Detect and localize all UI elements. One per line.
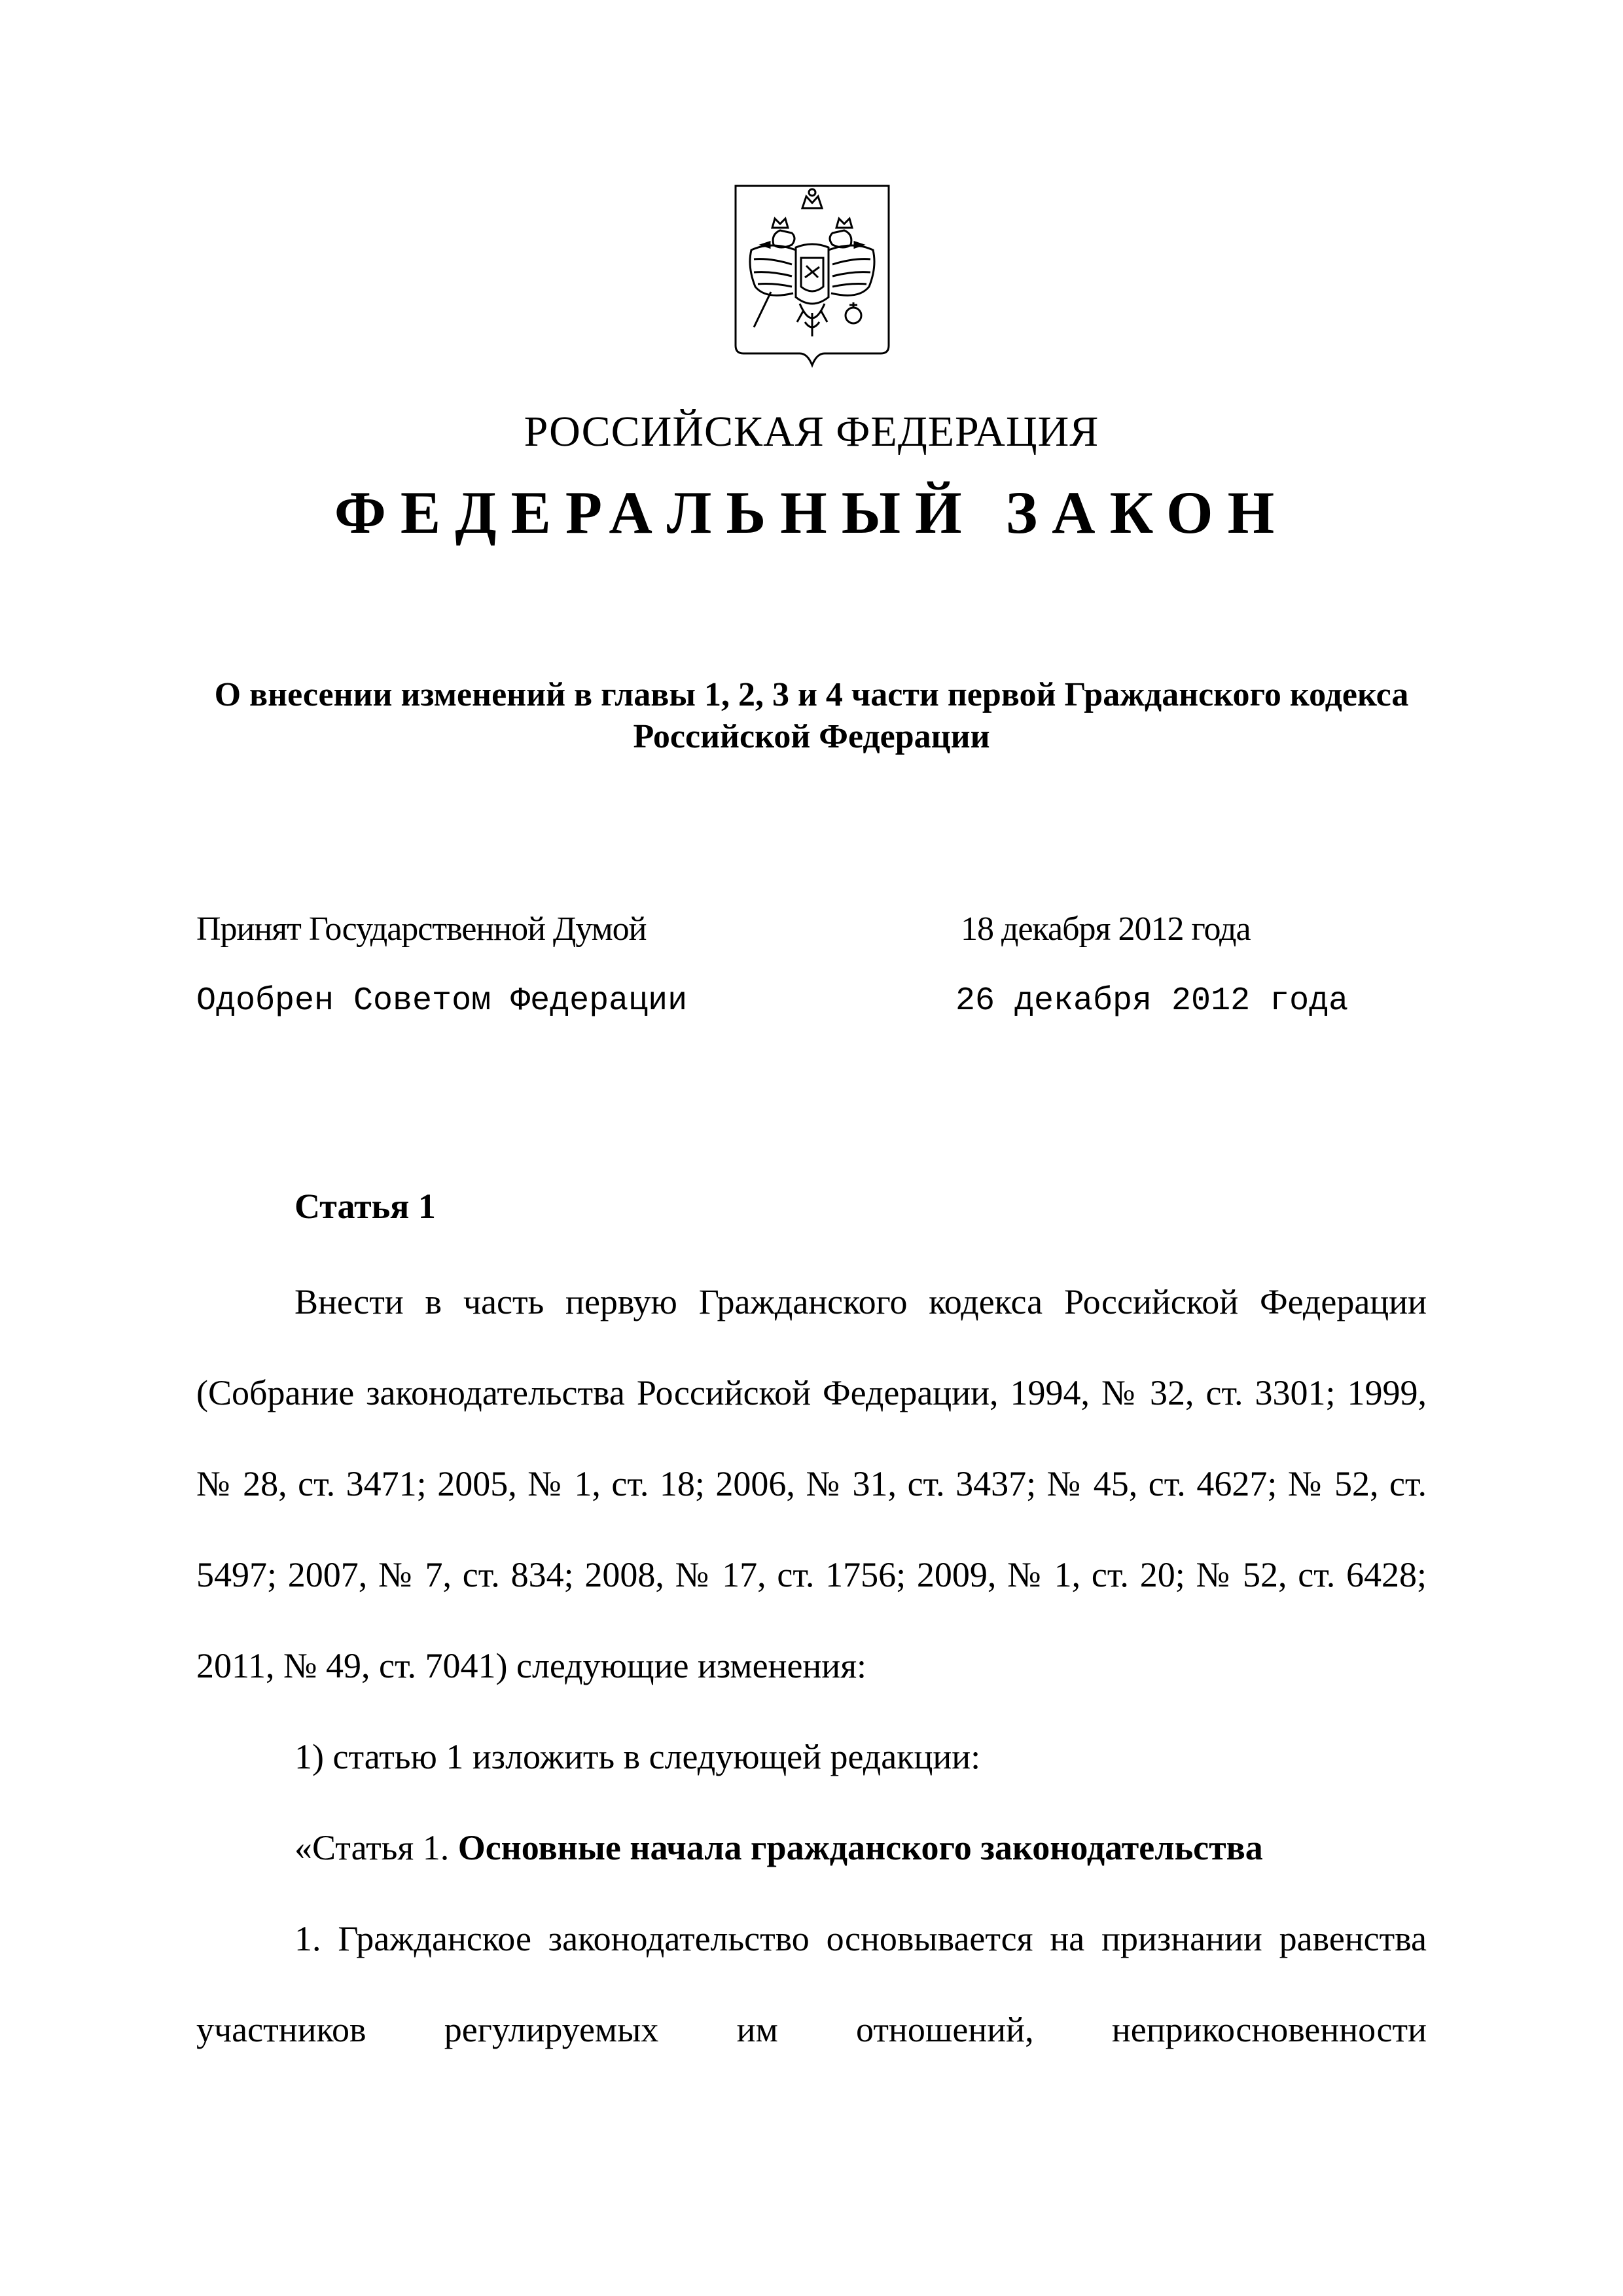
coat-of-arms-icon [732,182,893,377]
quoted-article-number: «Статья 1. [294,1828,450,1867]
council-approval-label: Одобрен Советом Федерации [196,982,688,1020]
country-name: РОССИЙСКАЯ ФЕДЕРАЦИЯ [524,408,1099,456]
quoted-article-heading [196,1803,1427,1893]
duma-adoption-label: Принят Государственной Думой [196,910,647,948]
article-heading: Статья 1 [294,1187,436,1226]
amendment-item-1: 1) статью 1 изложить в следующей редакции: [294,1737,981,1776]
council-approval-date: 26 декабря 2012 года [955,982,1349,1020]
duma-adoption-date: 18 декабря 2012 года [961,910,1251,948]
quoted-article-title: Основные начала гражданского законодательства [457,1828,1263,1867]
law-title: О внесении изменений в главы 1, 2, 3 и 4 части первой Гражданского кодекса Российской Федерации [214,676,1409,755]
law-type-heading: ФЕДЕРАЛЬНЫЙ ЗАКОН [334,479,1289,546]
point-1-paragraph: 1. Гражданское законодательство основывается на признании равенства участников регулируемых им отношений, неприкосновенности [196,1919,1427,2049]
duma-adoption-row [196,906,1387,952]
article-intro-paragraph: Внести в часть первую Гражданского кодекса Российской Федерации (Собрание законодательства Российской Федерации, 1994, № 32, ст. 3301; 1999, № 28, ст. 3471; 2005, № 1, ст. 18; 2006, № 31, ст. 3437; № 45, ст. 4627; № 52, ст. 5497; 2007, № 7, ст. 834; 2008, № 17, ст. 1756; 2009, № 1, ст. 20; № 52, ст. 6428; 2011, № 49, ст. 7041) следующие изменения: [196,1282,1427,1685]
article-body [196,1257,1427,2075]
council-approval-row [196,978,1387,1024]
